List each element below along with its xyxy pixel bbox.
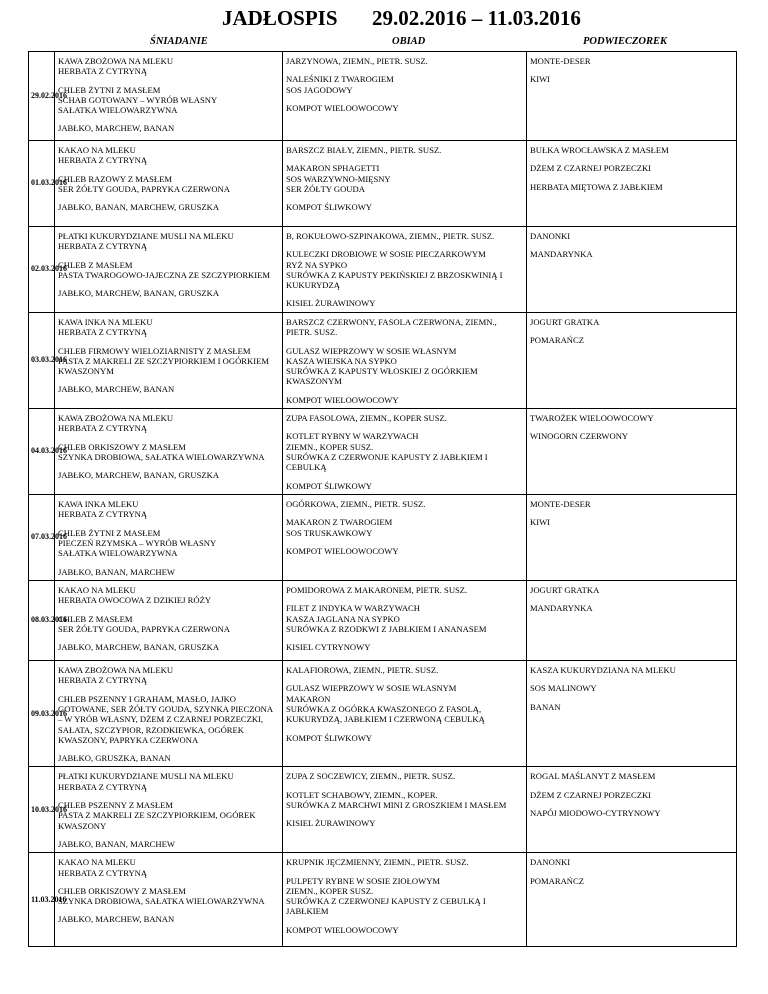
spacer bbox=[530, 155, 733, 163]
lunch-cell-l2: NALEŚNIKI Z TWAROGIEM SOS JAGODOWY bbox=[286, 74, 394, 95]
breakfast-cell bbox=[55, 227, 283, 313]
spacer bbox=[58, 634, 279, 642]
breakfast-cell-b1: KAWA ZBOŻOWA NA MLEKU HERBATA Z CYTRYNĄ bbox=[58, 413, 174, 434]
lunch-cell-l3: KISIEL CYTRYNOWY bbox=[286, 642, 371, 653]
snack-cell-s2: KIWI bbox=[530, 74, 551, 85]
lunch-cell bbox=[283, 581, 527, 661]
breakfast-cell-b2: CHLEB ORKISZOWY Z MASŁEM SZYNKA DROBIOWA, SAŁATKA WIELOWARZYWNA bbox=[58, 885, 265, 907]
spacer bbox=[530, 782, 733, 790]
spacer bbox=[286, 595, 523, 603]
breakfast-cell-b3: JABŁKO, MARCHEW, BANAN bbox=[58, 123, 175, 134]
spacer bbox=[58, 115, 279, 123]
spacer bbox=[286, 725, 523, 733]
day-date: 04.03.2016 bbox=[29, 409, 55, 495]
lunch-cell-l2: FILET Z INDYKA W WARZYWACH KASZA JAGLANA NA SYPKO SURÓWKA Z RZODKWI Z JABŁKIEM I ANANASEM bbox=[286, 603, 487, 634]
menu-table bbox=[28, 51, 737, 947]
snack-cell-s1: DANONKI bbox=[530, 857, 571, 868]
breakfast-cell bbox=[55, 581, 283, 661]
snack-cell bbox=[527, 853, 737, 947]
lunch-cell-l3: KOMPOT ŚLIWKOWY bbox=[286, 732, 373, 743]
menu-day-row bbox=[29, 141, 737, 227]
lunch-cell bbox=[283, 52, 527, 141]
snack-cell bbox=[527, 581, 737, 661]
spacer bbox=[58, 280, 279, 288]
snack-cell-s1: JOGURT GRATKA bbox=[530, 317, 600, 327]
spacer bbox=[286, 917, 523, 925]
spacer bbox=[530, 66, 733, 74]
spacer bbox=[530, 675, 733, 683]
lunch-cell-l1: ZUPA FASOLOWA, ZIEMN., KOPER SUSZ. bbox=[286, 413, 447, 424]
breakfast-cell-b3: JABŁKO, BANAN, MARCHEW bbox=[58, 566, 175, 577]
lunch-cell-l2: MAKARON SPHAGETTI SOS WARZYWNO-MIĘSNY SER ŻÓŁTY GOUDA bbox=[286, 163, 391, 194]
spacer bbox=[286, 155, 523, 163]
lunch-cell-l1: KALAFIOROWA, ZIEMN., PIETR. SUSZ. bbox=[286, 665, 439, 676]
breakfast-cell bbox=[55, 853, 283, 947]
spacer bbox=[58, 252, 279, 260]
breakfast-cell-b3: JABŁKO, BANAN, MARCHEW, GRUSZKA bbox=[58, 202, 220, 213]
snack-cell-s2: DŻEM Z CZARNEJ PORZECZKI bbox=[530, 163, 652, 174]
snack-cell bbox=[527, 661, 737, 767]
menu-day-row bbox=[29, 409, 737, 495]
snack-cell-s2: KIWI bbox=[530, 517, 551, 528]
breakfast-cell-b1: KAKAO NA MLEKU HERBATA OWOCOWA Z DZIKIEJ RÓŻY bbox=[58, 585, 212, 606]
breakfast-cell-b3: JABŁKO, GRUSZKA, BANAN bbox=[58, 753, 171, 764]
breakfast-cell-b1: KAWA ZBOŻOWA NA MLEKU HERBATA Z CYTRYNĄ bbox=[58, 56, 174, 77]
breakfast-cell-b3: JABŁKO, MARCHEW, BANAN, GRUSZKA bbox=[58, 470, 220, 481]
spacer bbox=[58, 520, 279, 528]
lunch-cell-l1: BARSZCZ BIAŁY, ZIEMN., PIETR. SUSZ. bbox=[286, 145, 442, 155]
spacer bbox=[58, 792, 279, 800]
day-date: 09.03.2016 bbox=[29, 661, 55, 767]
spacer bbox=[530, 509, 733, 517]
breakfast-cell bbox=[55, 495, 283, 581]
lunch-cell-l2: GULASZ WIEPRZOWY W SOSIE WŁASNYM MAKARON SURÓWKA Z OGÓRKA KWASZONEGO Z FASOLĄ, KUKURYDZĄ, JABŁKIEM I CZERWONĄ CEBULKĄ bbox=[286, 683, 485, 725]
snack-cell-s1: MONTE-DESER bbox=[530, 56, 591, 66]
spacer bbox=[58, 77, 279, 85]
snack-cell-s1: TWAROŻEK WIELOOWOCOWY bbox=[530, 413, 654, 424]
lunch-cell-l2: GULASZ WIEPRZOWY W SOSIE WŁASNYM KASZA WIEJSKA NA SYPKO SURÓWKA Z KAPUSTY WŁOSKIEJ Z OGÓRKIEM KWASZONYM bbox=[286, 345, 478, 387]
spacer bbox=[286, 290, 523, 298]
snack-cell-s2: MANDARYNKA bbox=[530, 603, 593, 614]
day-date: 08.03.2016 bbox=[29, 581, 55, 661]
breakfast-cell-b3: JABŁKO, MARCHEW, BANAN, GRUSZKA bbox=[58, 642, 220, 653]
lunch-cell bbox=[283, 227, 527, 313]
day-date: 10.03.2016 bbox=[29, 767, 55, 853]
breakfast-cell bbox=[55, 52, 283, 141]
breakfast-cell bbox=[55, 313, 283, 409]
spacer bbox=[286, 95, 523, 103]
lunch-cell-l1: OGÓRKOWA, ZIEMN., PIETR. SUSZ. bbox=[286, 499, 426, 510]
day-date: 02.03.2016 bbox=[29, 227, 55, 313]
breakfast-cell-b3: JABŁKO, MARCHEW, BANAN, GRUSZKA bbox=[58, 288, 220, 299]
snack-cell-s1: MONTE-DESER bbox=[530, 499, 591, 510]
snack-cell-s3: HERBATA MIĘTOWA Z JABŁKIEM bbox=[530, 181, 663, 192]
spacer bbox=[286, 634, 523, 642]
lunch-cell bbox=[283, 661, 527, 767]
snack-cell bbox=[527, 409, 737, 495]
spacer bbox=[286, 387, 523, 395]
lunch-cell-l1: B, ROKUŁOWO-SZPINAKOWA, ZIEMN., PIETR. SUSZ. bbox=[286, 231, 495, 241]
spacer bbox=[530, 327, 733, 335]
spacer bbox=[58, 878, 279, 886]
lunch-cell-l3: KISIEL ŻURAWINOWY bbox=[286, 298, 376, 309]
lunch-cell-l3: KOMPOT WIELOOWOCOWY bbox=[286, 545, 399, 556]
breakfast-cell-b1: PŁATKI KUKURYDZIANE MUSLI NA MLEKU HERBATA Z CYTRYNĄ bbox=[58, 771, 234, 792]
lunch-cell bbox=[283, 313, 527, 409]
lunch-cell bbox=[283, 141, 527, 227]
snack-cell-s3: BANAN bbox=[530, 701, 561, 712]
day-date: 01.03.2016 bbox=[29, 141, 55, 227]
lunch-cell bbox=[283, 495, 527, 581]
menu-day-row bbox=[29, 661, 737, 767]
breakfast-cell-b1: PŁATKI KUKURYDZIANE MUSLI NA MLEKU HERBATA Z CYTRYNĄ bbox=[58, 231, 234, 252]
day-date: 11.03.2016 bbox=[29, 853, 55, 947]
lunch-cell-l3: KOMPOT WIELOOWOCOWY bbox=[286, 102, 399, 113]
menu-day-row bbox=[29, 853, 737, 947]
lunch-cell-l1: BARSZCZ CZERWONY, FASOLA CZERWONA, ZIEMN., PIETR. SUSZ. bbox=[286, 317, 497, 338]
lunch-cell-l1: KRUPNIK JĘCZMIENNY, ZIEMN., PIETR. SUSZ. bbox=[286, 857, 469, 868]
lunch-cell-l1: ZUPA Z SOCZEWICY, ZIEMN., PIETR. SUSZ. bbox=[286, 771, 456, 782]
spacer bbox=[58, 906, 279, 914]
spacer bbox=[58, 166, 279, 174]
spacer bbox=[286, 194, 523, 202]
spacer bbox=[530, 241, 733, 249]
lunch-cell-l2: KULECZKI DROBIOWE W SOSIE PIECZARKOWYM RYŻ NA SYPKO SURÓWKA Z KAPUSTY PEKIŃSKIEJ Z BRZOSKWINIĄ I KUKURYDZĄ bbox=[286, 249, 503, 291]
breakfast-cell-b2: CHLEB RAZOWY Z MASŁEM SER ŻÓŁTY GOUDA, PAPRYKA CZERWONA bbox=[58, 173, 230, 194]
lunch-cell-l2: KOTLET SCHABOWY, ZIEMN., KOPER. SURÓWKA Z MARCHWI MINI Z GROSZKIEM I MASŁEM bbox=[286, 789, 507, 811]
spacer bbox=[286, 241, 523, 249]
spacer bbox=[286, 423, 523, 431]
spacer bbox=[286, 509, 523, 517]
breakfast-cell-b2: CHLEB PSZENNY Z MASŁEM PASTA Z MAKRELI ZE SZCZYPIORKIEM, OGÓREK KWASZONY bbox=[58, 800, 256, 831]
breakfast-cell bbox=[55, 767, 283, 853]
snack-cell-s1: KASZA KUKURYDZIANA NA MLEKU bbox=[530, 665, 676, 676]
breakfast-cell-b1: KAWA INKA MLEKU HERBATA Z CYTRYNĄ bbox=[58, 499, 148, 520]
column-header-breakfast: ŚNIADANIE bbox=[150, 36, 208, 47]
spacer bbox=[286, 810, 523, 818]
breakfast-cell-b1: KAKAO NA MLEKU HERBATA Z CYTRYNĄ bbox=[58, 145, 148, 166]
lunch-cell-l3: KOMPOT ŚLIWKOWY bbox=[286, 202, 373, 213]
snack-cell bbox=[527, 52, 737, 141]
snack-cell-s1: BUŁKA WROCŁAWSKA Z MASŁEM bbox=[530, 145, 669, 155]
breakfast-cell-b3: JABŁKO, BANAN, MARCHEW bbox=[58, 838, 175, 849]
spacer bbox=[58, 434, 279, 442]
spacer bbox=[530, 595, 733, 603]
breakfast-cell-b3: JABŁKO, MARCHEW, BANAN bbox=[58, 914, 175, 925]
lunch-cell bbox=[283, 409, 527, 495]
breakfast-cell-b2: CHLEB Z MASŁEM SER ŻÓŁTY GOUDA, PAPRYKA CZERWONA bbox=[58, 613, 230, 634]
column-header-lunch: OBIAD bbox=[392, 36, 426, 47]
snack-cell-s2: MANDARYNKA bbox=[530, 249, 593, 260]
spacer bbox=[530, 868, 733, 876]
snack-cell-s2: WINOGORN CZERWONY bbox=[530, 431, 629, 442]
breakfast-cell-b2: CHLEB ORKISZOWY Z MASŁEM SZYNKA DROBIOWA, SAŁATKA WIELOWARZYWNA bbox=[58, 441, 265, 462]
snack-cell-s1: JOGURT GRATKA bbox=[530, 585, 600, 596]
spacer bbox=[58, 338, 279, 346]
spacer bbox=[286, 782, 523, 790]
menu-day-row bbox=[29, 227, 737, 313]
day-date: 03.03.2016 bbox=[29, 313, 55, 409]
lunch-cell-l3: KOMPOT ŚLIWKOWY bbox=[286, 480, 373, 491]
breakfast-cell bbox=[55, 661, 283, 767]
spacer bbox=[530, 423, 733, 431]
lunch-cell bbox=[283, 853, 527, 947]
spacer bbox=[58, 559, 279, 567]
menu-day-row bbox=[29, 52, 737, 141]
menu-day-row bbox=[29, 313, 737, 409]
lunch-cell-l3: KISIEL ŻURAWINOWY bbox=[286, 818, 376, 829]
snack-cell-s1: ROGAL MAŚLANYT Z MASŁEM bbox=[530, 771, 656, 782]
menu-day-row bbox=[29, 581, 737, 661]
spacer bbox=[286, 66, 523, 74]
lunch-cell-l1: JARZYNOWA, ZIEMN., PIETR. SUSZ. bbox=[286, 56, 428, 66]
snack-cell-s2: SOS MALINOWY bbox=[530, 683, 597, 694]
spacer bbox=[530, 694, 733, 702]
menu-period: 29.02.2016 – 11.03.2016 bbox=[372, 6, 581, 30]
snack-cell bbox=[527, 767, 737, 853]
breakfast-cell-b2: CHLEB ŻYTNI Z MASŁEM PIECZEŃ RZYMSKA – WYRÓB WŁASNY SAŁATKA WIELOWARZYWNA bbox=[58, 527, 217, 559]
breakfast-cell-b3: JABŁKO, MARCHEW, BANAN bbox=[58, 384, 175, 395]
breakfast-cell-b1: KAWA ZBOŻOWA NA MLEKU HERBATA Z CYTRYNĄ bbox=[58, 665, 174, 686]
lunch-cell bbox=[283, 767, 527, 853]
breakfast-cell-b2: CHLEB Z MASŁEM PASTA TWAROGOWO-JAJECZNA ZE SZCZYPIORKIEM bbox=[58, 259, 271, 280]
snack-cell-s3: NAPÓJ MIODOWO-CYTRYNOWY bbox=[530, 808, 661, 819]
lunch-cell-l3: KOMPOT WIELOOWOCOWY bbox=[286, 924, 399, 935]
spacer bbox=[58, 194, 279, 202]
snack-cell-s2: DŻEM Z CZARNEJ PORZECZKI bbox=[530, 789, 652, 800]
snack-cell-s2: POMARAŃCZ bbox=[530, 875, 584, 886]
snack-cell bbox=[527, 227, 737, 313]
snack-cell-s1: DANONKI bbox=[530, 231, 571, 241]
spacer bbox=[58, 745, 279, 753]
breakfast-cell-b2: CHLEB FIRMOWY WIELOZIARNISTY Z MASŁEM PASTA Z MAKRELI ZE SZCZYPIORKIEM I OGÓRKIEM KWASZONYM bbox=[58, 345, 269, 377]
lunch-cell-l2: KOTLET RYBNY W WARZYWACH ZIEMN., KOPER SUSZ. SURÓWKA Z CZERWONJE KAPUSTY Z JABŁKIEM I CEBULKĄ bbox=[286, 431, 488, 473]
spacer bbox=[58, 831, 279, 839]
snack-cell bbox=[527, 141, 737, 227]
spacer bbox=[58, 376, 279, 384]
snack-cell bbox=[527, 495, 737, 581]
snack-cell-s2: POMARAŃCZ bbox=[530, 335, 584, 346]
lunch-cell-l1: POMIDOROWA Z MAKARONEM, PIETR. SUSZ. bbox=[286, 585, 468, 596]
menu-title: JADŁOSPIS bbox=[222, 6, 338, 30]
breakfast-cell bbox=[55, 409, 283, 495]
day-date: 07.03.2016 bbox=[29, 495, 55, 581]
breakfast-cell-b2: CHLEB PSZENNY I GRAHAM, MASŁO, JAJKO GOTOWANE, SER ŻÓŁTY GOUDA, SZYNKA PIECZONA – W YRÓB WŁASNY, DŻEM Z CZARNEJ PORZECZKI, SAŁATA, SZCZYPIOR, RZODKIEWKA, OGÓREK KWASZONY, PAPRYKA CZERWONA bbox=[58, 693, 273, 745]
breakfast-cell-b1: KAKAO NA MLEKU HERBATA Z CYTRYNĄ bbox=[58, 857, 148, 878]
lunch-cell-l3: KOMPOT WIELOOWOCOWY bbox=[286, 394, 399, 405]
spacer bbox=[530, 174, 733, 182]
breakfast-cell-b2: CHLEB ŻYTNI Z MASŁEM SCHAB GOTOWANY – WYRÓB WŁASNY SAŁATKA WIELOWARZYWNA bbox=[58, 84, 218, 116]
spacer bbox=[286, 675, 523, 683]
spacer bbox=[58, 462, 279, 470]
spacer bbox=[530, 800, 733, 808]
menu-day-row bbox=[29, 767, 737, 853]
breakfast-cell bbox=[55, 141, 283, 227]
column-header-snack: PODWIECZOREK bbox=[583, 36, 668, 47]
day-date: 29.02.2016 bbox=[29, 52, 55, 141]
spacer bbox=[286, 473, 523, 481]
snack-cell bbox=[527, 313, 737, 409]
breakfast-cell-b1: KAWA INKA NA MLEKU HERBATA Z CYTRYNĄ bbox=[58, 317, 153, 338]
spacer bbox=[286, 538, 523, 546]
lunch-cell-l2: MAKARON Z TWAROGIEM SOS TRUSKAWKOWY bbox=[286, 517, 393, 538]
spacer bbox=[286, 338, 523, 346]
spacer bbox=[58, 686, 279, 694]
spacer bbox=[286, 868, 523, 876]
lunch-cell-l2: PULPETY RYBNE W SOSIE ZIOŁOWYM ZIEMN., KOPER SUSZ. SURÓWKA Z CZERWONEJ KAPUSTY Z CEBULKĄ I JABŁKIEM bbox=[286, 875, 486, 917]
spacer bbox=[58, 606, 279, 614]
menu-day-row bbox=[29, 495, 737, 581]
